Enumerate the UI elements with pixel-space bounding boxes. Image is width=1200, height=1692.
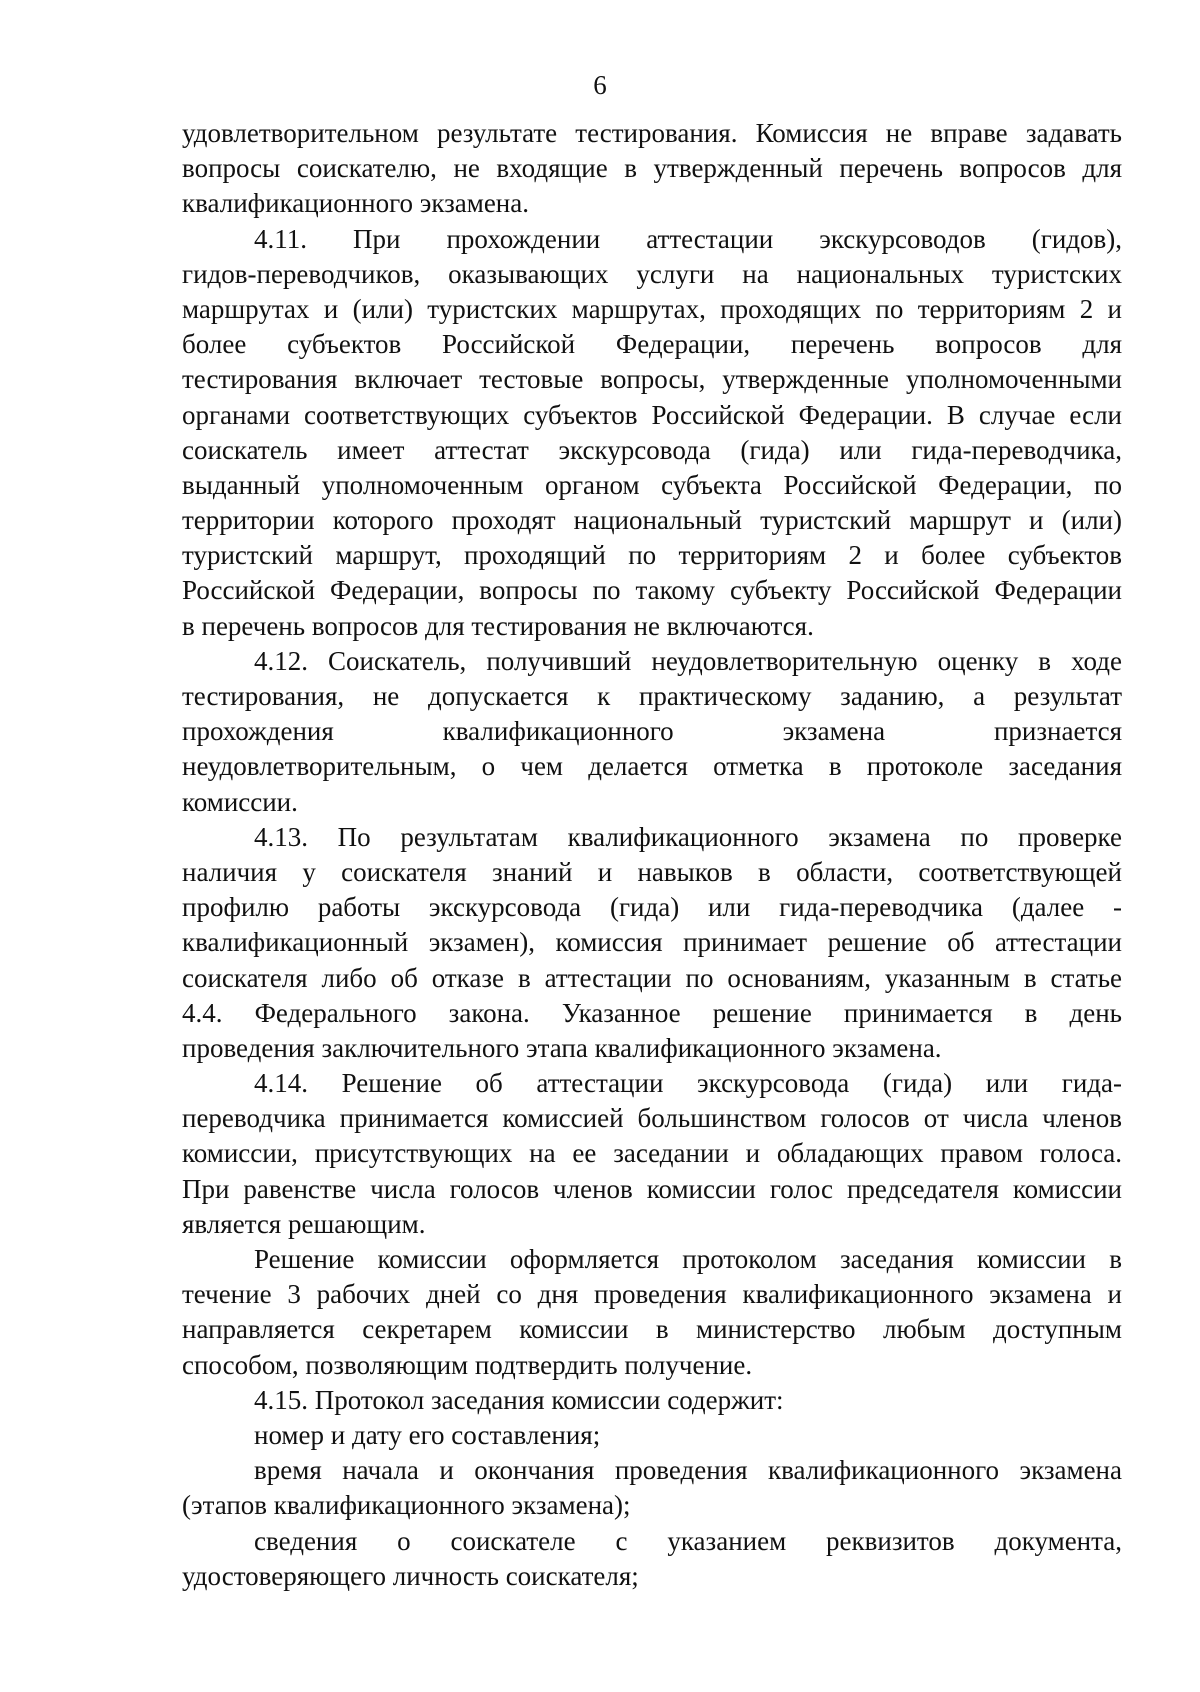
text-line: выданный уполномоченным органом субъекта Российской Федерации, по xyxy=(182,469,1122,500)
text-line: квалификационного экзамена. xyxy=(182,188,529,219)
text-line: 4.14. Решение об аттестации экскурсовода (гида) или гида- xyxy=(254,1068,1122,1099)
text-line: туристский маршрут, проходящий по территориям 2 и более субъектов xyxy=(182,540,1122,571)
text-line: неудовлетворительным, о чем делается отметка в протоколе заседания xyxy=(182,751,1122,782)
text-line: вопросы соискателю, не входящие в утвержденный перечень вопросов для xyxy=(182,153,1122,184)
text-line: прохождения квалификационного экзамена признается xyxy=(182,716,1122,747)
text-line: время начала и окончания проведения квалификационного экзамена xyxy=(254,1455,1122,1486)
text-line: наличия у соискателя знаний и навыков в области, соответствующей xyxy=(182,856,1122,887)
text-line: направляется секретарем комиссии в министерство любым доступным xyxy=(182,1314,1122,1345)
text-line: профилю работы экскурсовода (гида) или гида-переводчика (далее - xyxy=(182,892,1122,923)
text-line: Российской Федерации, вопросы по такому субъекту Российской Федерации xyxy=(182,575,1122,606)
text-line: 4.15. Протокол заседания комиссии содержит: xyxy=(254,1384,784,1415)
text-line: 4.11. При прохождении аттестации экскурсоводов (гидов), xyxy=(254,223,1122,254)
text-line: способом, позволяющим подтвердить получение. xyxy=(182,1349,753,1380)
page-number: 6 xyxy=(593,70,607,100)
text-line: переводчика принимается комиссией большинством голосов от числа членов xyxy=(182,1103,1122,1134)
text-line: Решение комиссии оформляется протоколом заседания комиссии в xyxy=(254,1244,1122,1274)
text-line: является решающим. xyxy=(182,1208,426,1239)
text-line: 4.12. Соискатель, получивший неудовлетворительную оценку в ходе xyxy=(254,645,1122,676)
text-line: тестирования включает тестовые вопросы, утвержденные уполномоченными xyxy=(182,364,1122,395)
text-line: квалификационный экзамен), комиссия принимает решение об аттестации xyxy=(182,927,1122,958)
text-line: (этапов квалификационного экзамена); xyxy=(182,1490,631,1521)
text-line: комиссии, присутствующих на ее заседании и обладающих правом голоса. xyxy=(182,1138,1122,1169)
text-line: проведения заключительного этапа квалификационного экзамена. xyxy=(182,1032,942,1063)
text-line: в перечень вопросов для тестирования не включаются. xyxy=(182,610,814,641)
text-line: удостоверяющего личность соискателя; xyxy=(182,1560,639,1591)
text-line: территории которого проходят национальный туристский маршрут и (или) xyxy=(182,505,1122,536)
text-line: органами соответствующих субъектов Российской Федерации. В случае если xyxy=(182,399,1122,430)
text-line: комиссии. xyxy=(182,786,298,817)
text-line: маршрутах и (или) туристских маршрутах, проходящих по территориям 2 и xyxy=(182,293,1122,324)
text-line: течение 3 рабочих дней со дня проведения квалификационного экзамена и xyxy=(182,1279,1122,1310)
text-line: соискателя либо об отказе в аттестации по основаниям, указанным в статье xyxy=(182,962,1122,993)
text-line: сведения о соискателе с указанием реквизитов документа, xyxy=(254,1525,1122,1556)
text-line: номер и дату его составления; xyxy=(254,1419,601,1450)
text-line: более субъектов Российской Федерации, перечень вопросов для xyxy=(182,329,1122,360)
document-body xyxy=(182,116,1122,1594)
text-line: 4.4. Федерального закона. Указанное решение принимается в день xyxy=(182,997,1122,1028)
text-line: гидов-переводчиков, оказывающих услуги на национальных туристских xyxy=(182,258,1122,289)
text-line: 4.13. По результатам квалификационного экзамена по проверке xyxy=(254,821,1122,852)
text-line: тестирования, не допускается к практическому заданию, а результат xyxy=(182,681,1122,711)
text-line: удовлетворительном результате тестирования. Комиссия не вправе задавать xyxy=(182,118,1122,148)
text-line: соискатель имеет аттестат экскурсовода (гида) или гида-переводчика, xyxy=(182,434,1122,465)
text-line: При равенстве числа голосов членов комиссии голос председателя комиссии xyxy=(182,1173,1122,1204)
